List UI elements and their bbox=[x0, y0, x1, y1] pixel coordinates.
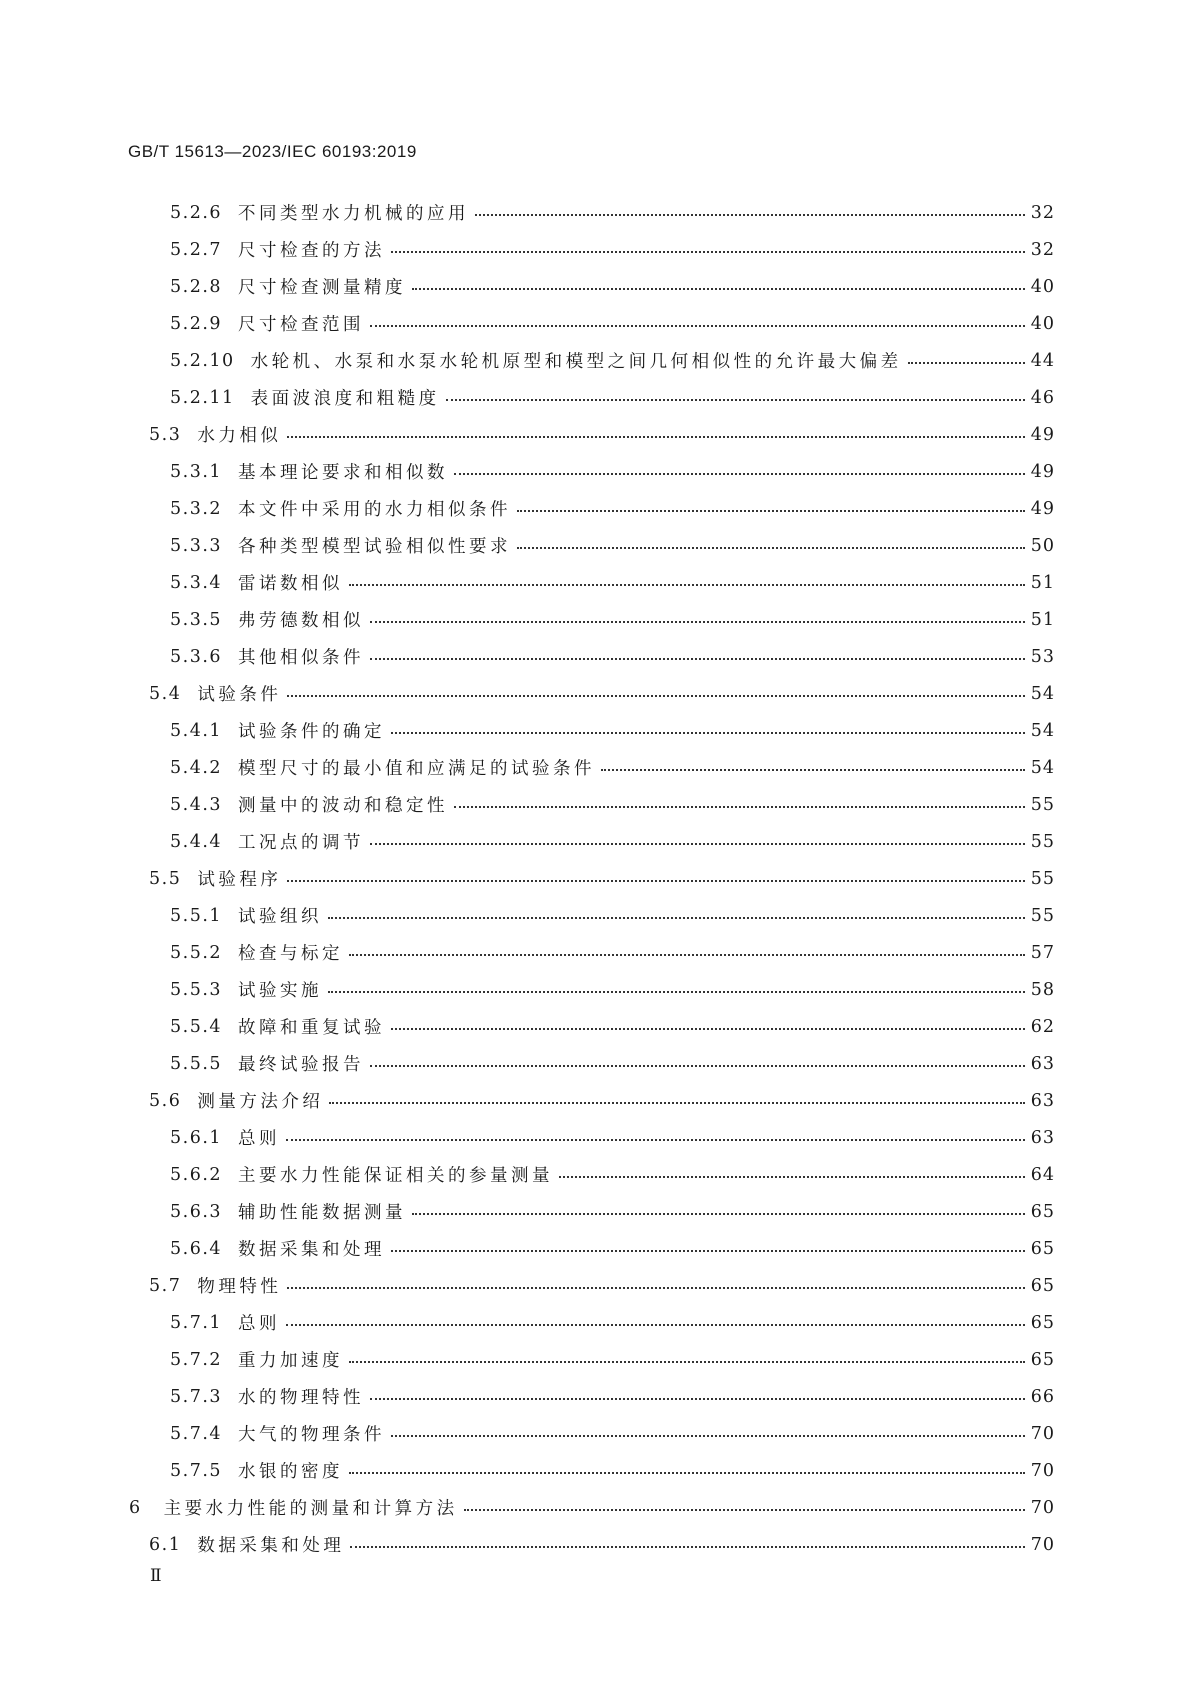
toc-entry-page: 40 bbox=[1030, 276, 1055, 297]
toc-entry bbox=[0, 564, 1191, 601]
toc-entry-page: 49 bbox=[1030, 461, 1055, 482]
toc-entry-page: 49 bbox=[1030, 498, 1055, 519]
toc-entry-title: 大气的物理条件 bbox=[238, 1425, 386, 1445]
toc-entry-page: 55 bbox=[1030, 831, 1055, 852]
toc-entry-title: 工况点的调节 bbox=[238, 833, 365, 853]
toc-dot-leader bbox=[287, 880, 1024, 882]
toc-entry bbox=[0, 1230, 1191, 1267]
toc-entry bbox=[0, 379, 1191, 416]
toc-entry-page: 40 bbox=[1030, 313, 1055, 334]
toc-dot-leader bbox=[464, 1509, 1025, 1511]
toc-entry-number: 5.4.2 bbox=[170, 757, 223, 778]
toc-entry-title: 雷诺数相似 bbox=[238, 574, 344, 594]
toc-entry-page: 55 bbox=[1030, 905, 1055, 926]
toc-entry-page: 49 bbox=[1030, 424, 1055, 445]
toc-entry-number: 5.2.9 bbox=[170, 313, 223, 334]
toc-entry bbox=[0, 971, 1191, 1008]
toc-entry-title: 试验程序 bbox=[197, 870, 282, 890]
toc-entry bbox=[0, 1082, 1191, 1119]
toc-entry bbox=[0, 416, 1191, 453]
toc-entry-number: 5.2.8 bbox=[170, 276, 223, 297]
toc-dot-leader bbox=[286, 1324, 1025, 1326]
toc-dot-leader bbox=[328, 991, 1025, 993]
toc-entry-title: 其他相似条件 bbox=[238, 648, 365, 668]
toc-entry-number: 5.5.2 bbox=[170, 942, 223, 963]
toc-entry-number: 5.6 bbox=[149, 1090, 182, 1111]
toc-dot-leader bbox=[370, 1398, 1025, 1400]
toc-entry bbox=[0, 231, 1191, 268]
toc-dot-leader bbox=[446, 399, 1025, 401]
toc-entry-title: 数据采集和处理 bbox=[238, 1240, 386, 1260]
toc-entry-title: 总则 bbox=[238, 1314, 281, 1334]
toc-entry bbox=[0, 823, 1191, 860]
toc-dot-leader bbox=[412, 288, 1025, 290]
toc-entry-page: 70 bbox=[1030, 1423, 1055, 1444]
toc-dot-leader bbox=[349, 954, 1025, 956]
toc-dot-leader bbox=[391, 732, 1025, 734]
toc-dot-leader bbox=[287, 695, 1024, 697]
toc-entry bbox=[0, 786, 1191, 823]
page-number: Ⅱ bbox=[150, 1566, 163, 1586]
toc-entry-number: 5.4.3 bbox=[170, 794, 223, 815]
toc-dot-leader bbox=[517, 547, 1025, 549]
toc-entry-number: 5.2.11 bbox=[170, 387, 235, 408]
toc-entry-page: 62 bbox=[1030, 1016, 1055, 1037]
toc-entry-number: 5.2.10 bbox=[170, 350, 235, 371]
toc-entry bbox=[0, 527, 1191, 564]
toc-entry-title: 检查与标定 bbox=[238, 944, 344, 964]
toc-dot-leader bbox=[349, 1472, 1025, 1474]
toc-entry-title: 试验条件的确定 bbox=[238, 722, 386, 742]
toc-dot-leader bbox=[370, 1065, 1025, 1067]
toc-entry-page: 63 bbox=[1030, 1053, 1055, 1074]
toc-entry-title: 主要水力性能保证相关的参量测量 bbox=[238, 1166, 554, 1186]
toc-entry bbox=[0, 1526, 1191, 1563]
toc-entry bbox=[0, 1045, 1191, 1082]
toc-entry bbox=[0, 268, 1191, 305]
toc-entry-number: 6 bbox=[129, 1497, 142, 1518]
toc-dot-leader bbox=[391, 251, 1025, 253]
toc-entry-title: 故障和重复试验 bbox=[238, 1018, 386, 1038]
toc-entry-title: 最终试验报告 bbox=[238, 1055, 365, 1075]
toc-entry-title: 基本理论要求和相似数 bbox=[238, 463, 449, 483]
toc-entry bbox=[0, 1452, 1191, 1489]
toc-entry-page: 65 bbox=[1030, 1238, 1055, 1259]
toc-dot-leader bbox=[349, 1361, 1025, 1363]
toc-entry-title: 尺寸检查范围 bbox=[238, 315, 365, 335]
toc-entry-page: 46 bbox=[1030, 387, 1055, 408]
toc-entry bbox=[0, 1193, 1191, 1230]
toc-entry-title: 水轮机、水泵和水泵水轮机原型和模型之间几何相似性的允许最大偏差 bbox=[250, 352, 902, 372]
toc-entry bbox=[0, 860, 1191, 897]
toc-entry-number: 5.6.1 bbox=[170, 1127, 223, 1148]
toc-dot-leader bbox=[908, 362, 1025, 364]
toc-dot-leader bbox=[454, 806, 1025, 808]
toc-entry-number: 5.3.5 bbox=[170, 609, 223, 630]
toc-entry-title: 测量中的波动和稳定性 bbox=[238, 796, 449, 816]
toc-entry-page: 65 bbox=[1030, 1312, 1055, 1333]
toc-entry-title: 主要水力性能的测量和计算方法 bbox=[163, 1499, 458, 1519]
toc-entry bbox=[0, 1119, 1191, 1156]
toc-entry-title: 本文件中采用的水力相似条件 bbox=[238, 500, 512, 520]
toc-dot-leader bbox=[454, 473, 1025, 475]
toc-entry bbox=[0, 305, 1191, 342]
toc-entry-title: 水力相似 bbox=[197, 426, 282, 446]
toc-entry-number: 5.4.4 bbox=[170, 831, 223, 852]
toc-entry-title: 辅助性能数据测量 bbox=[238, 1203, 407, 1223]
toc-entry-title: 水银的密度 bbox=[238, 1462, 344, 1482]
toc-entry-title: 模型尺寸的最小值和应满足的试验条件 bbox=[238, 759, 596, 779]
toc-dot-leader bbox=[370, 658, 1025, 660]
toc-entry-page: 66 bbox=[1030, 1386, 1055, 1407]
toc-entry-page: 70 bbox=[1030, 1534, 1055, 1555]
toc-entry bbox=[0, 1378, 1191, 1415]
toc-dot-leader bbox=[287, 436, 1024, 438]
toc-entry-title: 物理特性 bbox=[197, 1277, 282, 1297]
toc-entry-title: 试验组织 bbox=[238, 907, 323, 927]
toc-entry bbox=[0, 601, 1191, 638]
toc-entry-number: 5.7.3 bbox=[170, 1386, 223, 1407]
toc-dot-leader bbox=[559, 1176, 1025, 1178]
toc-entry-title: 测量方法介绍 bbox=[197, 1092, 324, 1112]
toc-dot-leader bbox=[391, 1028, 1025, 1030]
toc-dot-leader bbox=[328, 917, 1025, 919]
toc-entry bbox=[0, 1341, 1191, 1378]
toc-entry-number: 5.3.4 bbox=[170, 572, 223, 593]
toc-entry-title: 试验实施 bbox=[238, 981, 323, 1001]
toc-entry bbox=[0, 1267, 1191, 1304]
toc-entry-page: 54 bbox=[1030, 683, 1055, 704]
toc-entry-page: 57 bbox=[1030, 942, 1055, 963]
toc-entry-number: 5.5.4 bbox=[170, 1016, 223, 1037]
toc-entry bbox=[0, 453, 1191, 490]
toc-entry bbox=[0, 1156, 1191, 1193]
toc-entry bbox=[0, 712, 1191, 749]
toc-entry-page: 63 bbox=[1030, 1127, 1055, 1148]
toc-entry-number: 5.7.5 bbox=[170, 1460, 223, 1481]
toc-entry-number: 5.2.6 bbox=[170, 202, 223, 223]
toc-dot-leader bbox=[475, 214, 1025, 216]
toc-dot-leader bbox=[370, 325, 1025, 327]
toc-entry-number: 5.2.7 bbox=[170, 239, 223, 260]
toc-entry-number: 5.7 bbox=[149, 1275, 182, 1296]
toc-entry-number: 5.3.3 bbox=[170, 535, 223, 556]
toc-entry bbox=[0, 1008, 1191, 1045]
toc-entry-page: 65 bbox=[1030, 1349, 1055, 1370]
standard-header: GB/T 15613—2023/IEC 60193:2019 bbox=[128, 142, 417, 161]
toc-entry-page: 54 bbox=[1030, 757, 1055, 778]
toc-entry-number: 5.3 bbox=[149, 424, 182, 445]
toc-entry-number: 5.7.4 bbox=[170, 1423, 223, 1444]
toc-entry-number: 5.7.2 bbox=[170, 1349, 223, 1370]
toc-entry-number: 5.5 bbox=[149, 868, 182, 889]
toc-entry-title: 总则 bbox=[238, 1129, 281, 1149]
toc-entry-number: 5.6.3 bbox=[170, 1201, 223, 1222]
toc-entry-page: 65 bbox=[1030, 1275, 1055, 1296]
toc-entry-title: 水的物理特性 bbox=[238, 1388, 365, 1408]
toc-entry bbox=[0, 749, 1191, 786]
toc-entry-number: 5.3.2 bbox=[170, 498, 223, 519]
toc-entry-page: 63 bbox=[1030, 1090, 1055, 1111]
toc-dot-leader bbox=[412, 1213, 1025, 1215]
toc-entry-number: 5.3.6 bbox=[170, 646, 223, 667]
toc-entry bbox=[0, 342, 1191, 379]
toc-dot-leader bbox=[329, 1102, 1024, 1104]
toc-entry-page: 44 bbox=[1030, 350, 1055, 371]
toc-entry-page: 32 bbox=[1030, 202, 1055, 223]
toc-entry-page: 58 bbox=[1030, 979, 1055, 1000]
toc-entry-title: 尺寸检查测量精度 bbox=[238, 278, 407, 298]
toc-entry-number: 5.6.4 bbox=[170, 1238, 223, 1259]
toc-entry-page: 70 bbox=[1030, 1460, 1055, 1481]
toc-entry-number: 5.5.3 bbox=[170, 979, 223, 1000]
toc-entry-title: 表面波浪度和粗糙度 bbox=[250, 389, 440, 409]
toc-dot-leader bbox=[350, 1546, 1024, 1548]
toc-entry-page: 64 bbox=[1030, 1164, 1055, 1185]
toc-dot-leader bbox=[601, 769, 1025, 771]
toc-dot-leader bbox=[349, 584, 1025, 586]
toc-entry-page: 55 bbox=[1030, 794, 1055, 815]
toc-entry-number: 5.7.1 bbox=[170, 1312, 223, 1333]
toc-entry-page: 51 bbox=[1030, 609, 1055, 630]
toc-entry bbox=[0, 1304, 1191, 1341]
toc-entry-number: 5.3.1 bbox=[170, 461, 223, 482]
toc-entry-title: 重力加速度 bbox=[238, 1351, 344, 1371]
toc-entry bbox=[0, 675, 1191, 712]
toc-dot-leader bbox=[286, 1139, 1025, 1141]
toc-entry bbox=[0, 1489, 1191, 1526]
toc-entry-number: 5.4 bbox=[149, 683, 182, 704]
toc-dot-leader bbox=[391, 1435, 1025, 1437]
toc-entry bbox=[0, 1415, 1191, 1452]
toc-entry bbox=[0, 638, 1191, 675]
toc-entry-page: 51 bbox=[1030, 572, 1055, 593]
toc-dot-leader bbox=[517, 510, 1025, 512]
toc-entry-title: 尺寸检查的方法 bbox=[238, 241, 386, 261]
toc-entry-number: 5.6.2 bbox=[170, 1164, 223, 1185]
toc-dot-leader bbox=[370, 843, 1025, 845]
toc-dot-leader bbox=[370, 621, 1025, 623]
toc-entry-title: 不同类型水力机械的应用 bbox=[238, 204, 470, 224]
toc-entry-number: 5.5.5 bbox=[170, 1053, 223, 1074]
toc-entry-number: 5.5.1 bbox=[170, 905, 223, 926]
toc-entry-page: 55 bbox=[1030, 868, 1055, 889]
toc-entry-number: 5.4.1 bbox=[170, 720, 223, 741]
toc-entry-title: 数据采集和处理 bbox=[197, 1536, 345, 1556]
toc-dot-leader bbox=[287, 1287, 1024, 1289]
toc-entry-page: 70 bbox=[1030, 1497, 1055, 1518]
toc-dot-leader bbox=[391, 1250, 1025, 1252]
toc-entry-page: 50 bbox=[1030, 535, 1055, 556]
toc-entry-number: 6.1 bbox=[149, 1534, 182, 1555]
toc-entry-page: 54 bbox=[1030, 720, 1055, 741]
table-of-contents bbox=[0, 194, 1191, 1563]
toc-entry-page: 32 bbox=[1030, 239, 1055, 260]
toc-entry bbox=[0, 897, 1191, 934]
toc-entry-title: 弗劳德数相似 bbox=[238, 611, 365, 631]
toc-entry-page: 65 bbox=[1030, 1201, 1055, 1222]
toc-entry bbox=[0, 194, 1191, 231]
toc-entry bbox=[0, 490, 1191, 527]
toc-entry-page: 53 bbox=[1030, 646, 1055, 667]
toc-entry bbox=[0, 934, 1191, 971]
toc-entry-title: 各种类型模型试验相似性要求 bbox=[238, 537, 512, 557]
toc-entry-title: 试验条件 bbox=[197, 685, 282, 705]
